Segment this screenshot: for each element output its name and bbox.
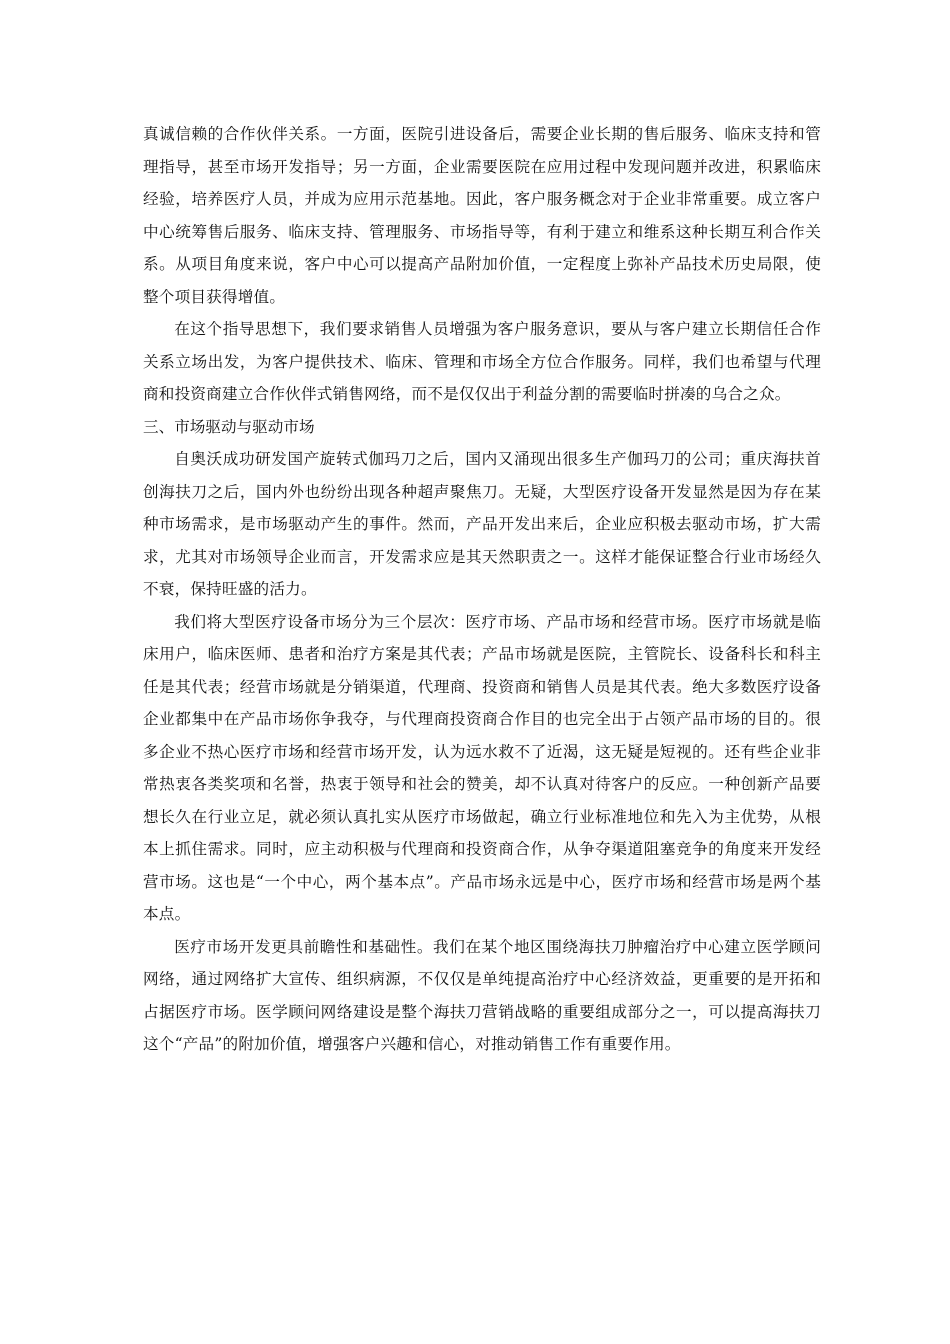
paragraph-market-driven: 自奥沃成功研发国产旋转式伽玛刀之后，国内又涌现出很多生产伽玛刀的公司；重庆海扶首创海扶刀之后，国内外也纷纷出现各种超声聚焦刀。无疑，大型医疗设备开发显然是因为存在某种市场需求，是市场驱动产生的事件。然而，产品开发出来后，企业应积极去驱动市场，扩大需求，尤其对市场领导企业而言，开发需求应是其天然职责之一。这样才能保证整合行业市场经久不衰，保持旺盛的活力。 — [143, 450, 821, 598]
paragraph-continuation: 真诚信赖的合作伙伴关系。一方面，医院引进设备后，需要企业长期的售后服务、临床支持和管理指导，甚至市场开发指导；另一方面，企业需要医院在应用过程中发现问题并改进，积累临床经验，培养医疗人员，并成为应用示范基地。因此，客户服务概念对于企业非常重要。成立客户中心统筹售后服务、临床支持、管理服务、市场指导等，有利于建立和维系这种长期互利合作关系。从项目角度来说，客户中心可以提高产品附加价值，一定程度上弥补产品技术历史局限，使整个项目获得增值。 — [143, 125, 821, 306]
paragraph-market-levels: 我们将大型医疗设备市场分为三个层次：医疗市场、产品市场和经营市场。医疗市场就是临床用户，临床医师、患者和治疗方案是其代表；产品市场就是医院，主管院长、设备科长和科主任是其代表；经营市场就是分销渠道，代理商、投资商和销售人员是其代表。绝大多数医疗设备企业都集中在产品市场你争我夺，与代理商投资商合作目的也完全出于占领产品市场的目的。很多企业不热心医疗市场和经营市场开发，认为远水救不了近渴，这无疑是短视的。还有些企业非常热衷各类奖项和名誉，热衷于领导和社会的赞美，却不认真对待客户的反应。一种创新产品要想长久在行业立足，就必须认真扎实从医疗市场做起，确立行业标准地位和先入为主优势，从根本上抓住需求。同时，应主动积极与代理商和投资商合作，从争夺渠道阻塞竞争的角度来开发经营市场。这也是“一个中心，两个基本点”。产品市场永远是中心，医疗市场和经营市场是两个基本点。 — [143, 612, 821, 923]
document-page — [143, 118, 821, 1061]
paragraph-guiding-idea: 在这个指导思想下，我们要求销售人员增强为客户服务意识，要从与客户建立长期信任合作关系立场出发，为客户提供技术、临床、管理和市场全方位合作服务。同样，我们也希望与代理商和投资商建立合作伙伴式销售网络，而不是仅仅出于利益分割的需要临时拼凑的乌合之众。 — [143, 320, 821, 403]
paragraph-medical-market: 医疗市场开发更具前瞻性和基础性。我们在某个地区围绕海扶刀肿瘤治疗中心建立医学顾问网络，通过网络扩大宣传、组织病源，不仅仅是单纯提高治疗中心经济效益，更重要的是开拓和占据医疗市场。医学顾问网络建设是整个海扶刀营销战略的重要组成部分之一，可以提高海扶刀这个“产品”的附加价值，增强客户兴趣和信心，对推动销售工作有重要作用。 — [143, 937, 821, 1053]
section-heading: 三、市场驱动与驱动市场 — [143, 417, 315, 436]
